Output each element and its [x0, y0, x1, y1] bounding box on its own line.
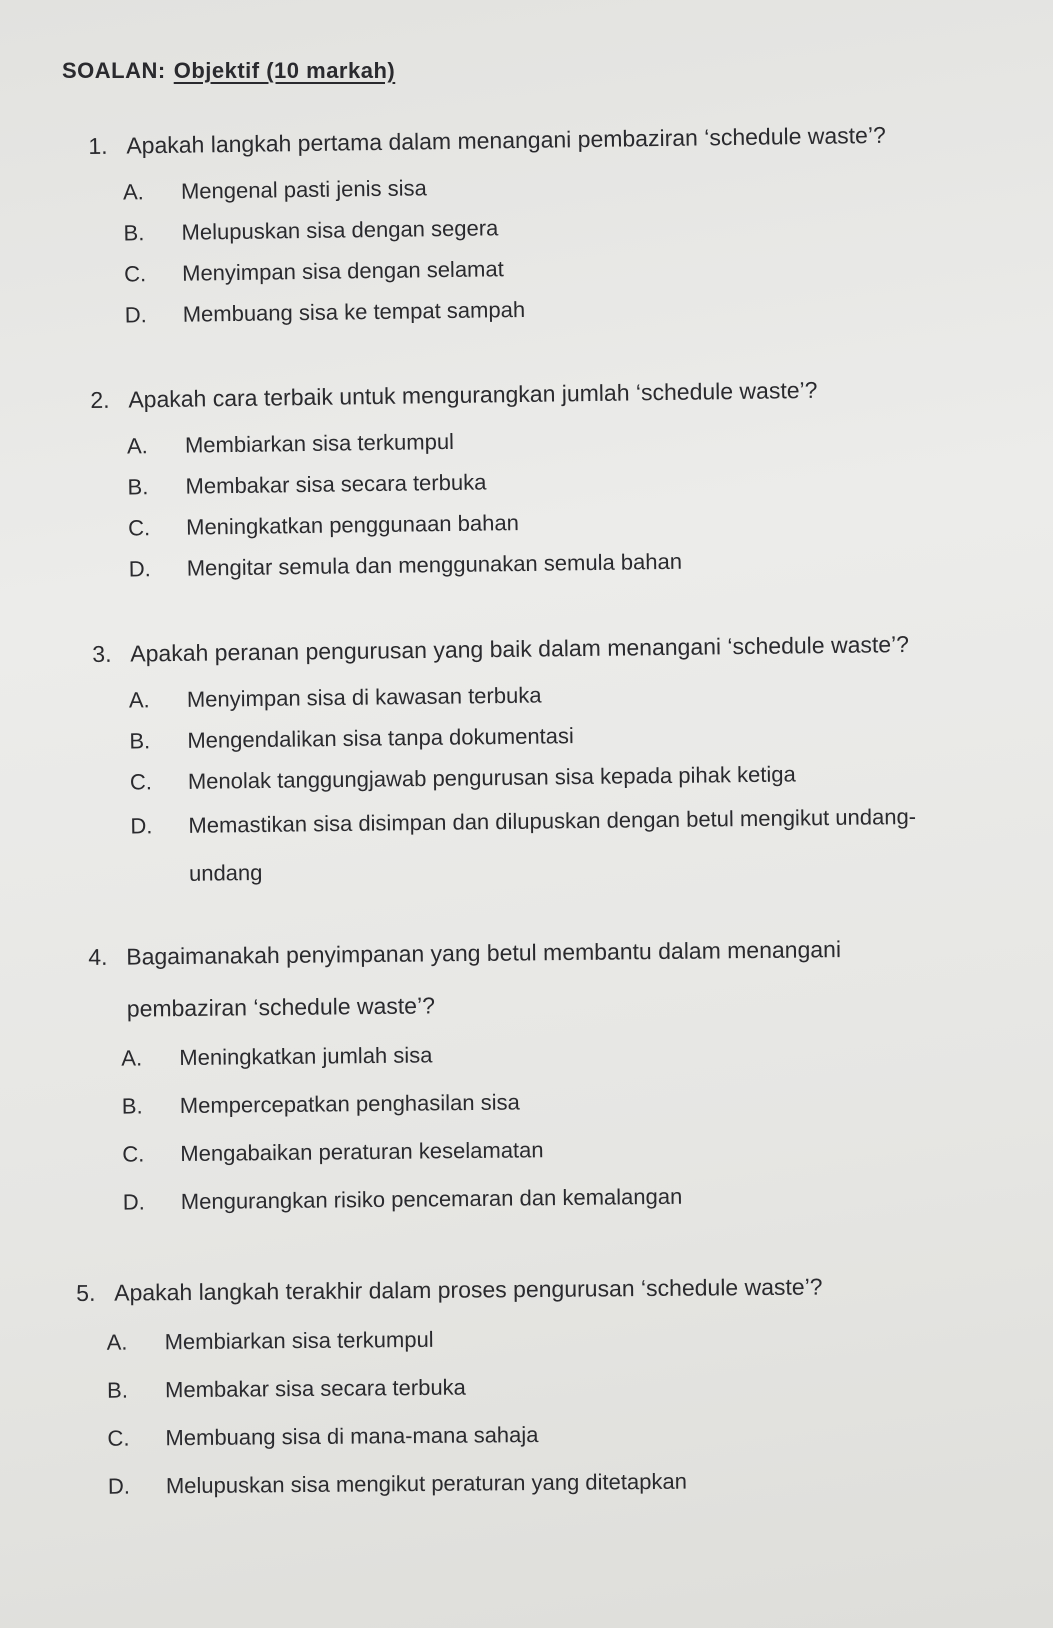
question-number: 4. [88, 943, 108, 970]
option-a [106, 1310, 1053, 1366]
option-letter: A. [122, 179, 144, 205]
option-c [107, 1406, 1053, 1462]
option-letter: C. [127, 515, 151, 541]
section-header [62, 58, 1053, 98]
option-text: Memastikan sisa disimpan dan dilupuskan dengan betul mengikut undang- [188, 803, 917, 838]
option-letter: C. [123, 261, 147, 287]
option-text: Mengabaikan peraturan keselamatan [180, 1137, 544, 1167]
option-letter: B. [127, 474, 149, 500]
option-letter: D. [122, 1189, 145, 1215]
option-d [123, 1169, 1053, 1227]
option-text: Mengendalikan sisa tanpa dokumentasi [187, 723, 574, 753]
option-letter: A. [128, 687, 150, 713]
question-2 [90, 361, 1053, 590]
option-letter: A. [121, 1045, 143, 1071]
question-3 [92, 616, 1053, 899]
option-letter: B. [106, 1377, 128, 1403]
option-b [107, 1358, 1053, 1414]
question-stem: Apakah langkah terakhir dalam proses pengurusan ‘schedule waste’? [114, 1273, 823, 1306]
question-5 [76, 1258, 1053, 1511]
option-text: Membuang sisa di mana-mana sahaja [165, 1421, 539, 1451]
option-d [108, 1454, 1053, 1510]
option-letter: C. [107, 1425, 130, 1451]
option-letter: B. [121, 1093, 143, 1119]
question-text [88, 921, 1053, 1035]
question-4 [88, 921, 1053, 1227]
option-letter: A. [106, 1329, 128, 1355]
option-letter: C. [122, 1141, 145, 1167]
option-letter: D. [130, 813, 153, 839]
option-text: Mengurangkan risiko pencemaran dan kemalangan [180, 1183, 683, 1215]
question-stem-continuation: pembaziran ‘schedule waste’? [126, 992, 436, 1022]
option-text: Menolak tanggungjawab pengurusan sisa kepada pihak ketiga [187, 761, 796, 794]
option-text: Meningkatkan jumlah sisa [179, 1042, 433, 1071]
option-letter: D. [107, 1473, 131, 1499]
option-text: Membakar sisa secara terbuka [185, 469, 487, 499]
option-letter: B. [123, 220, 145, 246]
question-stem: Apakah langkah pertama dalam menangani pembaziran ‘schedule waste’? [126, 121, 886, 159]
option-text: Mengenal pasti jenis sisa [180, 175, 427, 204]
option-text: undang [188, 859, 263, 886]
option-text: Membiarkan sisa terkumpul [184, 428, 455, 458]
question-number: 5. [76, 1279, 96, 1306]
option-text: Melupuskan sisa mengikut peraturan yang ditetapkan [165, 1468, 688, 1499]
section-title: Objektif (10 markah) [173, 58, 396, 83]
option-letter: D. [128, 556, 151, 582]
question-stem: Apakah peranan pengurusan yang baik dalam menangani ‘schedule waste’? [130, 631, 910, 667]
option-letter: C. [129, 769, 153, 795]
option-text: Menyimpan sisa di kawasan terbuka [186, 682, 542, 712]
option-letter: B. [129, 728, 151, 754]
option-letter: A. [126, 433, 148, 459]
section-label: SOALAN: [62, 58, 166, 83]
question-1 [88, 107, 1053, 336]
question-number: 3. [92, 640, 112, 667]
option-text: Melupuskan sisa dengan segera [181, 215, 499, 245]
option-text: Menyimpan sisa dengan selamat [181, 256, 504, 286]
question-number: 2. [90, 386, 110, 413]
question-stem: Apakah cara terbaik untuk mengurangkan jumlah ‘schedule waste’? [128, 376, 818, 413]
option-letter: D. [124, 302, 147, 328]
option-text: Membakar sisa secara terbuka [164, 1374, 466, 1403]
question-stem: Bagaimanakah penyimpanan yang betul membantu dalam menangani [126, 936, 842, 970]
option-text: Meningkatkan penggunaan bahan [185, 510, 520, 540]
question-number: 1. [88, 132, 108, 159]
option-text: Mengitar semula dan menggunakan semula bahan [186, 548, 683, 581]
question-text [76, 1258, 1053, 1319]
option-text: Membuang sisa ke tempat sampah [182, 296, 526, 327]
option-text: Membiarkan sisa terkumpul [164, 1326, 434, 1355]
option-text: Mempercepatkan penghasilan sisa [179, 1089, 520, 1119]
